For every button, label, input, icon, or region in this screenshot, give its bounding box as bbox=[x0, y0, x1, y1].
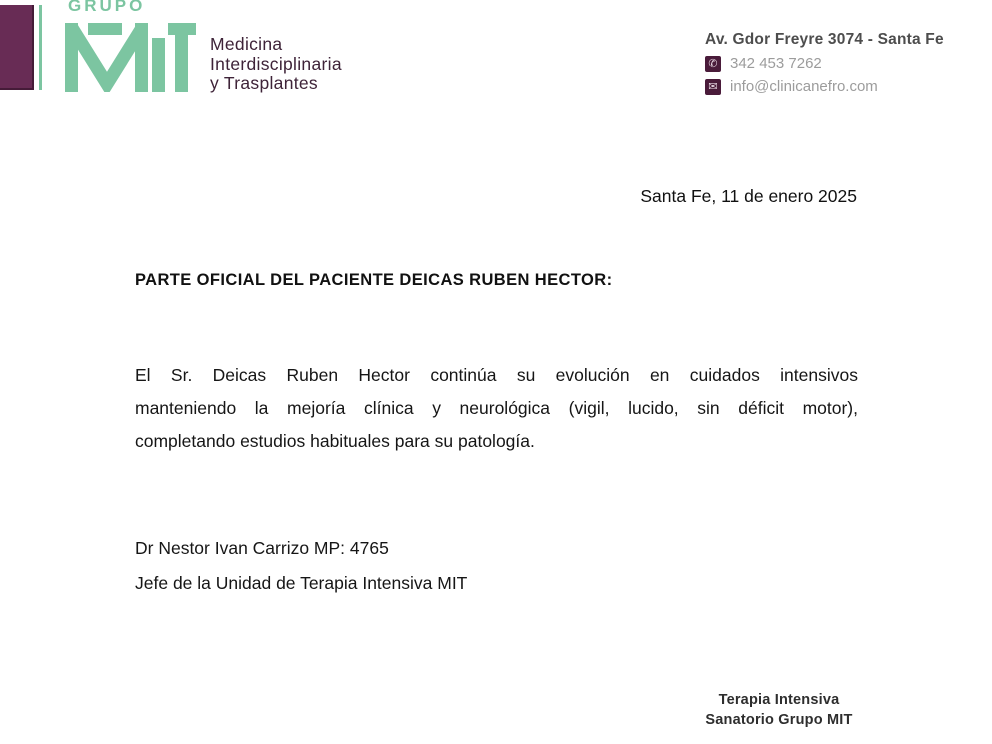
brand-divider-line bbox=[39, 5, 42, 90]
phone-icon: ✆ bbox=[705, 56, 721, 72]
footer-org: Sanatorio Grupo MIT bbox=[705, 712, 853, 728]
envelope-icon: ✉ bbox=[705, 79, 721, 95]
signature-role: Jefe de la Unidad de Terapia Intensiva MIT bbox=[135, 573, 468, 593]
body-line: El Sr. Deicas Ruben Hector continúa su evolución en cuidados intensivos bbox=[135, 365, 858, 385]
brand-tagline-line2: Interdisciplinaria bbox=[210, 53, 342, 74]
brand-plum-square bbox=[0, 5, 34, 90]
signature-block bbox=[135, 531, 467, 601]
mit-logo-icon bbox=[65, 23, 205, 97]
signature-name: Dr Nestor Ivan Carrizo MP: 4765 bbox=[135, 538, 389, 558]
footer-block bbox=[695, 690, 863, 730]
contact-block bbox=[705, 31, 944, 101]
contact-phone-row bbox=[705, 55, 944, 72]
brand-grupo-label: GRUPO bbox=[68, 0, 146, 15]
contact-email-row bbox=[705, 78, 944, 95]
brand-tagline-line1: Medicina bbox=[210, 34, 283, 54]
brand-tagline-line3: y Trasplantes bbox=[210, 73, 318, 93]
contact-email: info@clinicanefro.com bbox=[730, 78, 878, 95]
footer-unit: Terapia Intensiva bbox=[718, 692, 840, 708]
subject-line: PARTE OFICIAL DEL PACIENTE DEICAS RUBEN HECTOR: bbox=[135, 271, 613, 289]
dateline: Santa Fe, 11 de enero 2025 bbox=[640, 186, 857, 206]
body-line: completando estudios habituales para su patología. bbox=[135, 431, 535, 451]
contact-phone: 342 453 7262 bbox=[730, 55, 822, 72]
contact-address: Av. Gdor Freyre 3074 - Santa Fe bbox=[705, 31, 944, 48]
brand-tagline bbox=[210, 35, 342, 94]
body-line: manteniendo la mejoría clínica y neurológica (vigil, lucido, sin déficit motor), bbox=[135, 398, 858, 418]
body-paragraph bbox=[135, 361, 858, 460]
